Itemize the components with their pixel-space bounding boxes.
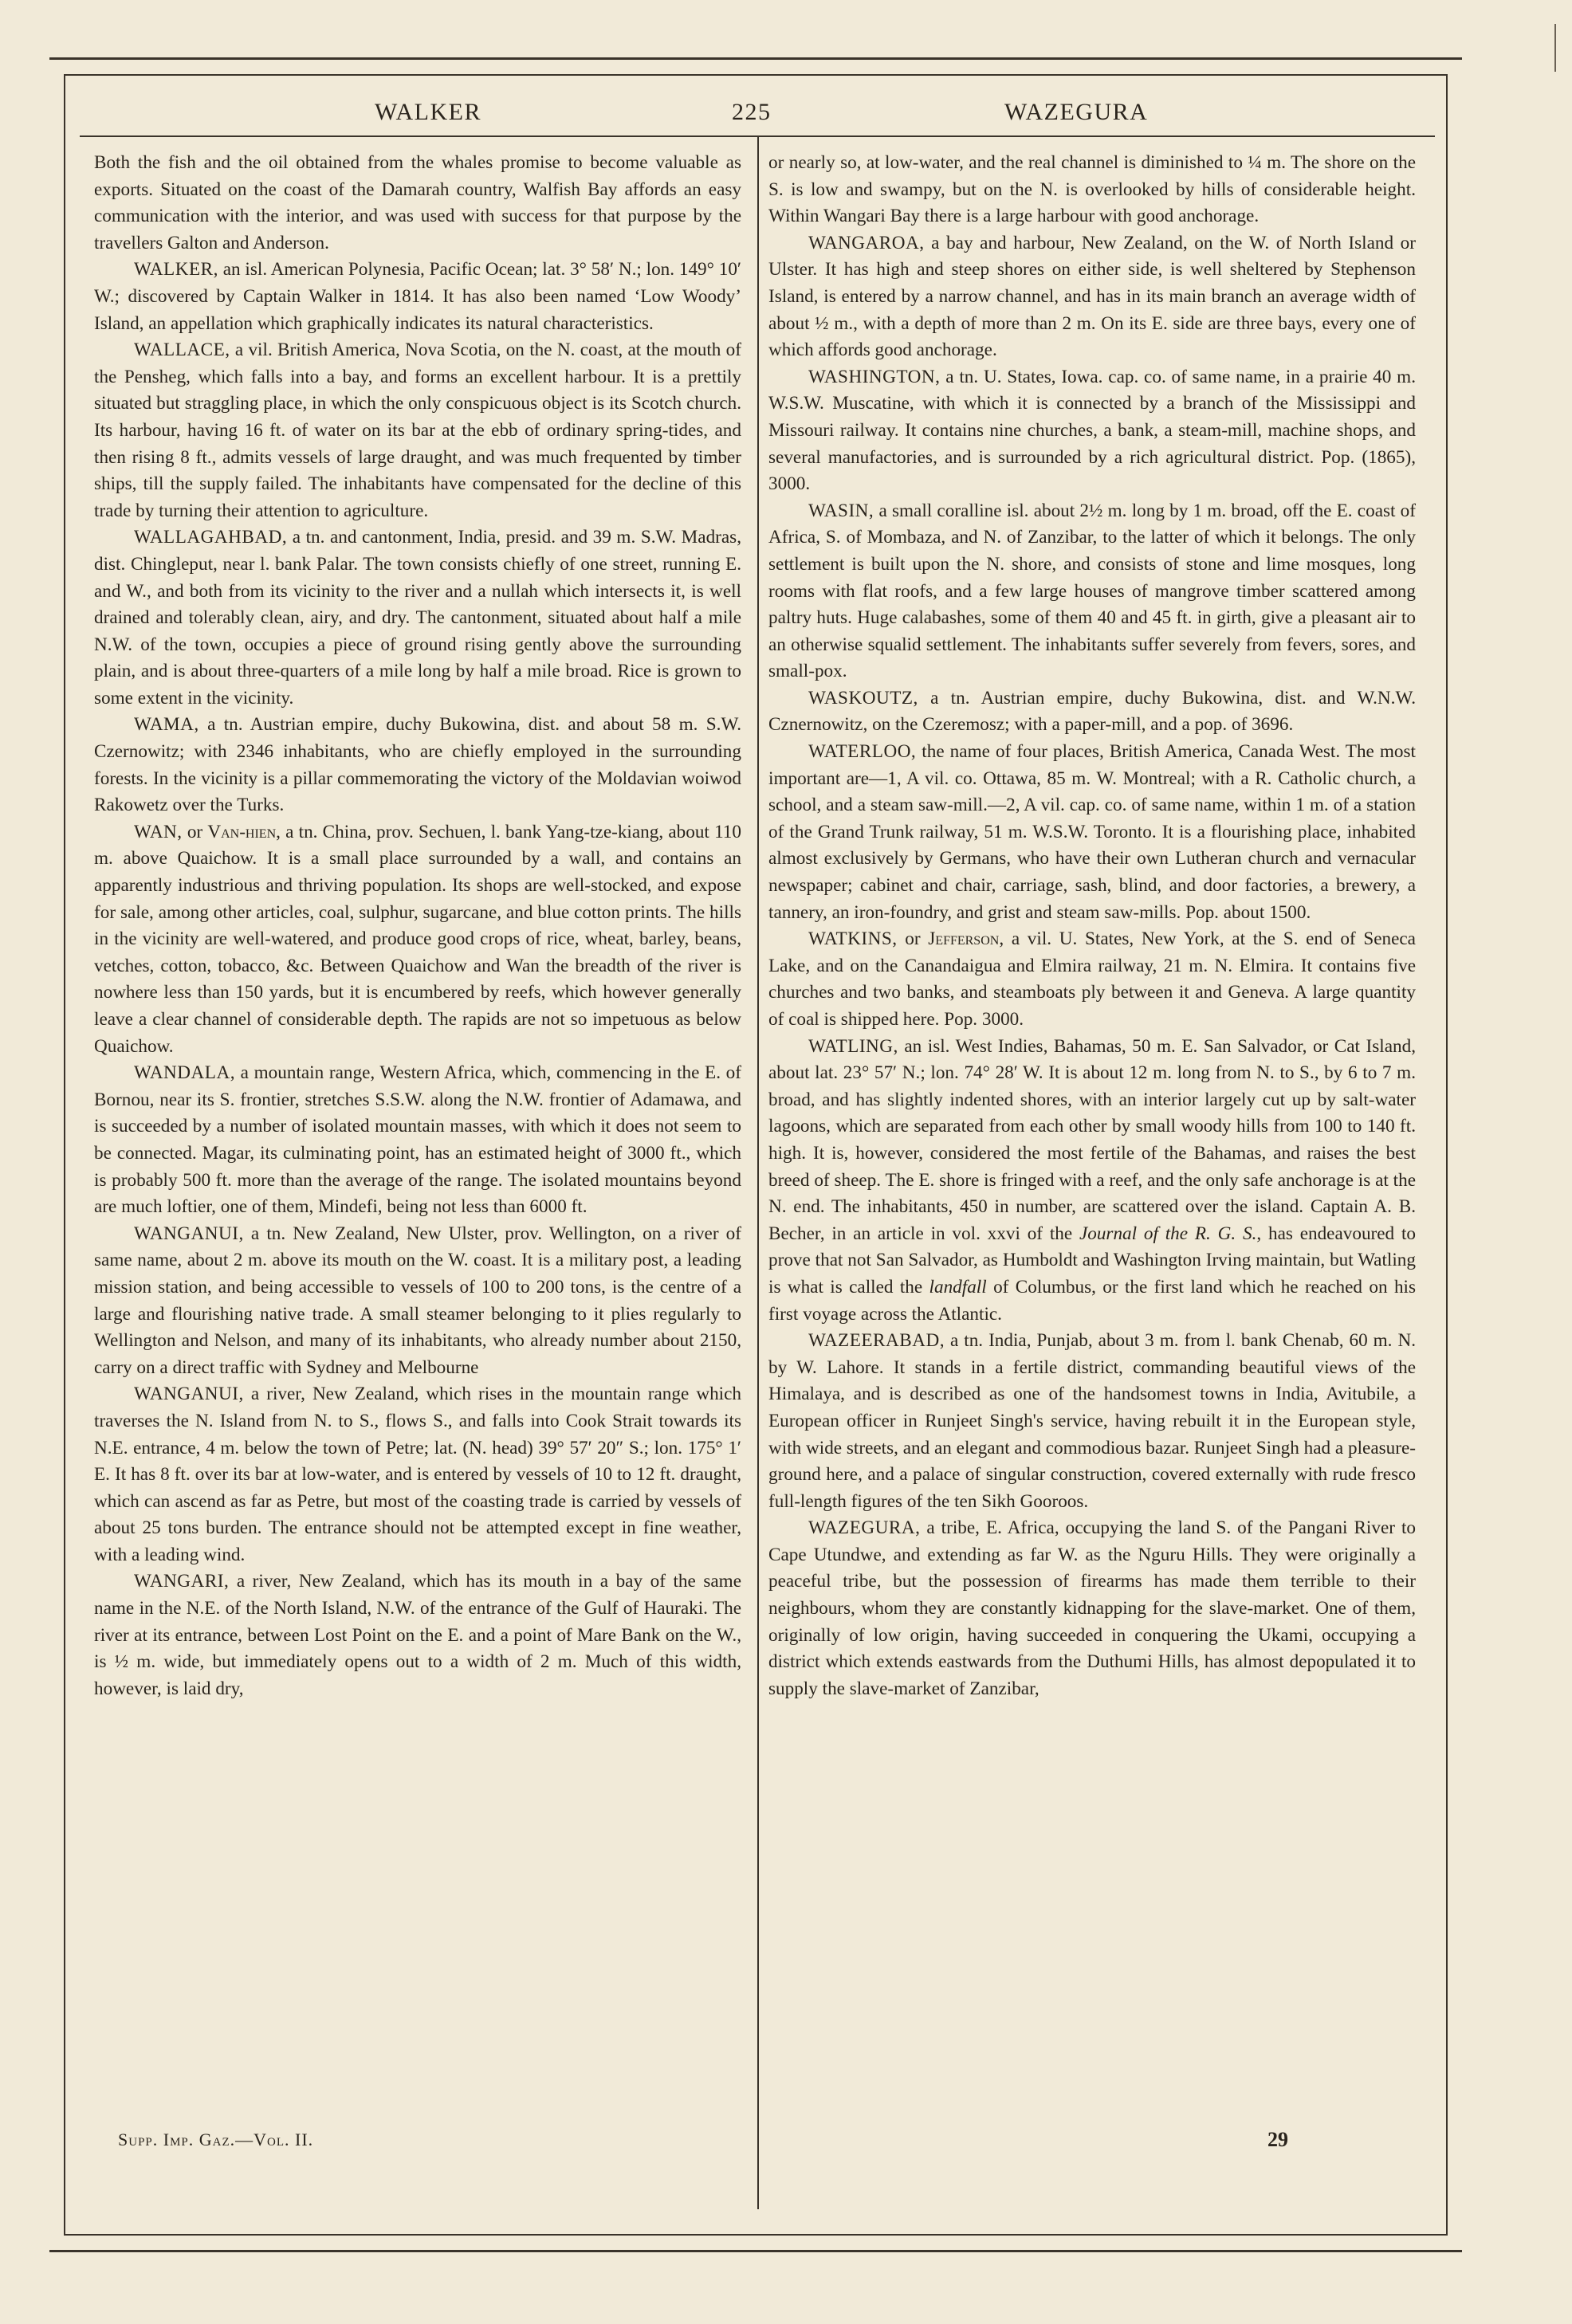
gazetteer-entry [768, 739, 1416, 926]
entry-headword: WATERLOO, [808, 741, 917, 763]
entry-text: a tn. and cantonment, India, presid. and 39 m. S.W. Madras, dist. Chingleput, near l. bank Palar. The town consists chiefly of one street, running E. and W., and both from its vicinity to the river and a nullah which intersects it, is well drained and tolerably clean, airy, and dry. The cantonment, situated about half a mile N.W. of the town, occupies a piece of ground rising gently above the surrounding plain, and is about three-quarters of a mile long by half a mile broad. Rice is grown to some extent in the vicinity. [94, 527, 741, 709]
entry-text: a mountain range, Western Africa, which, commencing in the E. of Bornou, near its S. frontier, stretches S.S.W. along the N.W. frontier of Adamawa, and is succeeded by a number of isolated mountain masses, with which it does not seem to be connected. Magar, its culminating point, has an estimated height of 3000 ft., which is probably 500 ft. more than the average of the range. The isolated mountains beyond are much loftier, one of them, Mindefi, being not less than 6000 ft. [94, 1062, 741, 1218]
printer-signature: Supp. Imp. Gaz.—Vol. II. [118, 2130, 314, 2149]
signature-number: 29 [1267, 2128, 1288, 2151]
entry-text: , has endeavoured to prove that not San Salvador, as Humboldt and Washington Irving maintain, but Watling is what is called the [768, 1223, 1416, 1297]
left-column [94, 150, 741, 1702]
gazetteer-entry [94, 1221, 741, 1382]
entry-text: a tn. Austrian empire, duchy Bukowina, dist. and W.N.W. Cznernowitz, on the Czeremosz; with a paper-mill, and a pop. of 3696. [768, 687, 1416, 736]
gazetteer-entry [94, 524, 741, 712]
gazetteer-entry: WAN, or Van-hien, a tn. China, prov. Sechuen, l. bank Yang-tze-kiang, about 110 m. above Quaichow. It is a small place surrounded by a wall, and contains an apparently industrious and thriving population. Its shops are well-stocked, and expose for sale, among other articles, coal, sulphur, sugarcane, and blue cotton prints. The hills in the vicinity are well-watered, and produce good crops of rice, wheat, barley, beans, vetches, cotton, tobacco, &c. Between Quaichow and Wan the breadth of the river is nowhere less than 150 yards, but it is encumbered by reefs, which however generally leave a clear channel of considerable depth. The rapids are not so impetuous as below Quaichow. [94, 821, 741, 1057]
entry-headword: WANGARI, [134, 1571, 230, 1592]
entry-text: a tn. India, Punjab, about 3 m. from l. bank Chenab, 60 m. N. by W. Lahore. It stands in a fertile district, commanding beautiful views of the Himalaya, and is described as one of the handsomest towns in India, Avitubile, a European officer in Runjeet Singh's service, having rebuilt it in the European style, with wide streets, and an elegant and commodious bazar. Runjeet Singh had a pleasure-ground here, and a palace of singular construction, covered externally with rude fresco full-length figures of the ten Sikh Gooroos. [768, 1330, 1416, 1512]
entry-headword: WASHINGTON, [808, 366, 941, 387]
gazetteer-entry [768, 685, 1416, 739]
entry-text: an isl. American Polynesia, Pacific Ocean; lat. 3° 58′ N.; lon. 149° 10′ W.; discovered by Captain Walker in 1814. It has also been named ‘Low Woody’ Island, an appellation which graphically indicates its natural characteristics. [94, 259, 741, 334]
entry-headword: WAMA, [134, 714, 199, 736]
gazetteer-entry [768, 230, 1416, 364]
entry-text: a vil. British America, Nova Scotia, on the N. coast, at the mouth of the Pensheg, which falls into a bay, and forms an excellent harbour. It is a prettily situated but straggling place, in which the only conspicuous object is its Scotch church. Its harbour, having 16 ft. of water on its bar at the ebb of ordinary spring-tides, and then rising 8 ft., admits vessels of large draught, and was much frequented by timber ships, till the supply failed. The inhabitants have compensated for the decline of this trade by turning their attention to agriculture. [94, 340, 741, 521]
header-left-word: WALKER [375, 99, 481, 125]
header-right-word: WAZEGURA [1004, 99, 1149, 125]
entry-text: a river, New Zealand, which has its mouth in a bay of the same name in the N.E. of the North Island, N.W. of the entrance of the Gulf of Hauraki. The river at its entrance, between Lost Point on the E. and a point of Mare Bank on the W., is ½ m. wide, but immediately opens out to a width of 2 m. Much of this width, however, is laid dry, [94, 1571, 741, 1699]
page-footer [118, 2130, 1425, 2161]
entry-text: Both the fish and the oil obtained from the whales promise to become valuable as exports. Situated on the coast of the Damarah country, Walfish Bay affords an easy communication with the interior, and was used with success for that purpose by the travellers Galton and Anderson. [94, 152, 741, 253]
entry-headword: WANDALA, [134, 1062, 236, 1084]
entry-headword: WASKOUTZ, [808, 687, 918, 709]
entry-text: a small coralline isl. about 2½ m. long by 1 m. broad, off the E. coast of Africa, S. of Mombaza, and N. of Zanzibar, to the latter of which it belongs. The only settlement is built upon the N. shore, and consists of stone and lime mosques, long rooms with flat roofs, and a few large houses of mangrove timber scattered among paltry huts. Huge calabashes, some of them 40 and 45 ft. in girth, give a pleasant air to an otherwise squalid settlement. The inhabitants suffer severely from fevers, sores, and small-pox. [768, 500, 1416, 682]
entry-headword: WALLACE, [134, 340, 230, 361]
gazetteer-entry [94, 712, 741, 819]
entry-headword: WATLING, [808, 1035, 898, 1057]
gazetteer-entry [94, 337, 741, 524]
gazetteer-entry [94, 1381, 741, 1568]
running-header [80, 96, 1435, 132]
entry-headword: WAN, [134, 821, 183, 842]
gazetteer-entry [94, 1060, 741, 1221]
entry-headword: WALLAGAHBAD, [134, 527, 288, 548]
gazetteer-entry [768, 1515, 1416, 1702]
entry-text: the name of four places, British America, Canada West. The most important are—1, A vil. co. Ottawa, 85 m. W. Montreal; with a R. Catholic church, a school, and a steam saw-mill.—2, A vil. cap. co. of same name, within 1 m. of a station of the Grand Trunk railway, 51 m. W.S.W. Toronto. It is a flourishing place, inhabited almost exclusively by Germans, who have their own Lutheran church and vernacular newspaper; cabinet and chair, carriage, sash, blind, and door factories, a brewery, a tannery, an iron-foundry, and grist and steam saw-mills. Pop. about 1500. [768, 741, 1416, 923]
entry-text: a bay and harbour, New Zealand, on the W. of North Island or Ulster. It has high and steep shores on either side, is well sheltered by Stephenson Island, is entered by a narrow channel, and has in its main branch an average width of about ½ m., with a depth of more than 2 m. On its E. side are three bays, every one of which affords good anchorage. [768, 232, 1416, 361]
entry-headword: WASIN, [808, 500, 874, 521]
right-column [768, 150, 1416, 1702]
entry-alt-name: Van-hien [207, 821, 277, 842]
entry-headword: WANGANUI, [134, 1223, 244, 1244]
page-edge-mark [1551, 24, 1556, 72]
entry-text: or nearly so, at low-water, and the real channel is diminished to ¼ m. The shore on the S. is low and swampy, but on the N. is overlooked by hills of considerable height. Within Wangari Bay there is a large harbour with good anchorage. [768, 152, 1416, 227]
entry-headword: WALKER, [134, 259, 218, 281]
journal-title: Journal of the R. G. S. [1079, 1223, 1257, 1244]
entry-alt-name: Jefferson [928, 928, 1000, 950]
entry-text: a tn. U. States, Iowa. cap. co. of same name, in a prairie 40 m. W.S.W. Muscatine, with which it is connected by a branch of the Mississippi and Missouri railway. It contains nine churches, a bank, a steam-mill, machine shops, and several manufactories, and is surrounded by a rich agricultural district. Pop. (1865), 3000. [768, 366, 1416, 495]
gazetteer-entry: WATKINS, or Jefferson, a vil. U. States, New York, at the S. end of Seneca Lake, and on the Canandaigua and Elmira railway, 21 m. N. Elmira. It contains five churches and two banks, and steamboats ply between it and Geneva. A large quantity of coal is shipped here. Pop. 3000. [768, 928, 1416, 1030]
entry-text: a river, New Zealand, which rises in the mountain range which traverses the N. Island from N. to S., flows S., and falls into Cook Strait towards its N.E. entrance, 4 m. below the town of Petre; lat. (N. head) 39° 57′ 20″ S.; lon. 175° 1′ E. It has 8 ft. over its bar at low-water, and is entered by vessels of 10 to 12 ft. draught, which can ascend as far as Petre, but most of the coasting trade is carried by vessels of about 25 tons burden. The entrance should not be attempted except in fine weather, with a leading wind. [94, 1384, 741, 1565]
entry-text: a tn. New Zealand, New Ulster, prov. Wellington, on a river of same name, about 2 m. above its mouth on the W. coast. It is a military post, a leading mission station, and being accessible to vessels of 100 to 200 tons, is the centre of a large and flourishing native trade. A small steamer belonging to it plies regularly to Wellington and Nelson, and many of its inhabitants, who already number about 2150, carry on a direct traffic with Sydney and Melbourne [94, 1223, 741, 1378]
entry-text: , a vil. U. States, New York, at the S. end of Seneca Lake, and on the Canandaigua and Elmira railway, 21 m. N. Elmira. It contains five churches and two banks, and steamboats ply between it and Geneva. A large quantity of coal is shipped here. Pop. 3000. [768, 928, 1416, 1030]
gazetteer-entry [768, 1034, 1416, 1329]
gazetteer-entry [768, 150, 1416, 230]
entry-text: a tn. Austrian empire, duchy Bukowina, dist. and about 58 m. S.W. Czernowitz; with 2346 inhabitants, who are chiefly employed in the surrounding forests. In the vicinity is a pillar commemorating the victory of the Moldavian woiwod Rakowetz over the Turks. [94, 714, 741, 816]
gazetteer-entry [94, 257, 741, 337]
gazetteer-entry [768, 1328, 1416, 1515]
italic-term: landfall [929, 1276, 987, 1297]
entry-headword: WAZEGURA, [808, 1517, 921, 1539]
page-number: 225 [732, 99, 772, 125]
gazetteer-entry [94, 150, 741, 257]
column-divider [757, 137, 759, 2209]
entry-headword: WATKINS, [808, 928, 898, 950]
entry-headword: WAZEERABAD, [808, 1330, 945, 1352]
entry-headword: WANGAROA, [808, 232, 925, 253]
entry-text: of Columbus, or the first land which he reached on his first voyage across the Atlantic. [768, 1276, 1417, 1325]
gazetteer-entry [768, 364, 1416, 498]
entry-text: a tribe, E. Africa, occupying the land S. of the Pangani River to Cape Utundwe, and extending as far W. as the Nguru Hills. They were originally a peaceful tribe, but the possession of firearms has made them terrible to their neighbours, whom they are constantly kidnapping for the slave-market. One of them, originally of low origin, having succeeded in conquering the Ukami, occupying a district which extends eastwards from the Duthumi Hills, has almost depopulated it to supply the slave-market of Zanzibar, [768, 1517, 1416, 1699]
entry-text: an isl. West Indies, Bahamas, 50 m. E. San Salvador, or Cat Island, about lat. 23° 57′ N.; lon. 74° 28′ W. It is about 12 m. long from N. to S., by 6 to 7 m. broad, and has slightly indented shores, with an interior largely cut up by salt-water lagoons, which are separated from each other by small woody hills from 100 to 140 ft. high. It is, however, considered the most fertile of the Bahamas, and raises the best breed of sheep. The E. shore is fringed with a reef, and the only safe anchorage is at the N. end. The inhabitants, 450 in number, are scattered over the island. Captain A. B. Becher, in an article in vol. xxvi of the [768, 1035, 1416, 1244]
entry-text: , a tn. China, prov. Sechuen, l. bank Yang-tze-kiang, about 110 m. above Quaichow. It is a small place surrounded by a wall, and contains an apparently industrious and thriving population. Its shops are well-stocked, and expose for sale, among other articles, coal, sulphur, sugarcane, and blue cotton prints. The hills in the vicinity are well-watered, and produce good crops of rice, wheat, barley, beans, vetches, cotton, tobacco, &c. Between Quaichow and Wan the breadth of the river is nowhere less than 150 yards, but it is encumbered by reefs, which however generally leave a clear channel of considerable depth. The rapids are not so impetuous as below Quaichow. [94, 821, 741, 1057]
gazetteer-entry [768, 498, 1416, 685]
entry-headword: WANGANUI, [134, 1384, 244, 1405]
gazetteer-entry [94, 1568, 741, 1702]
